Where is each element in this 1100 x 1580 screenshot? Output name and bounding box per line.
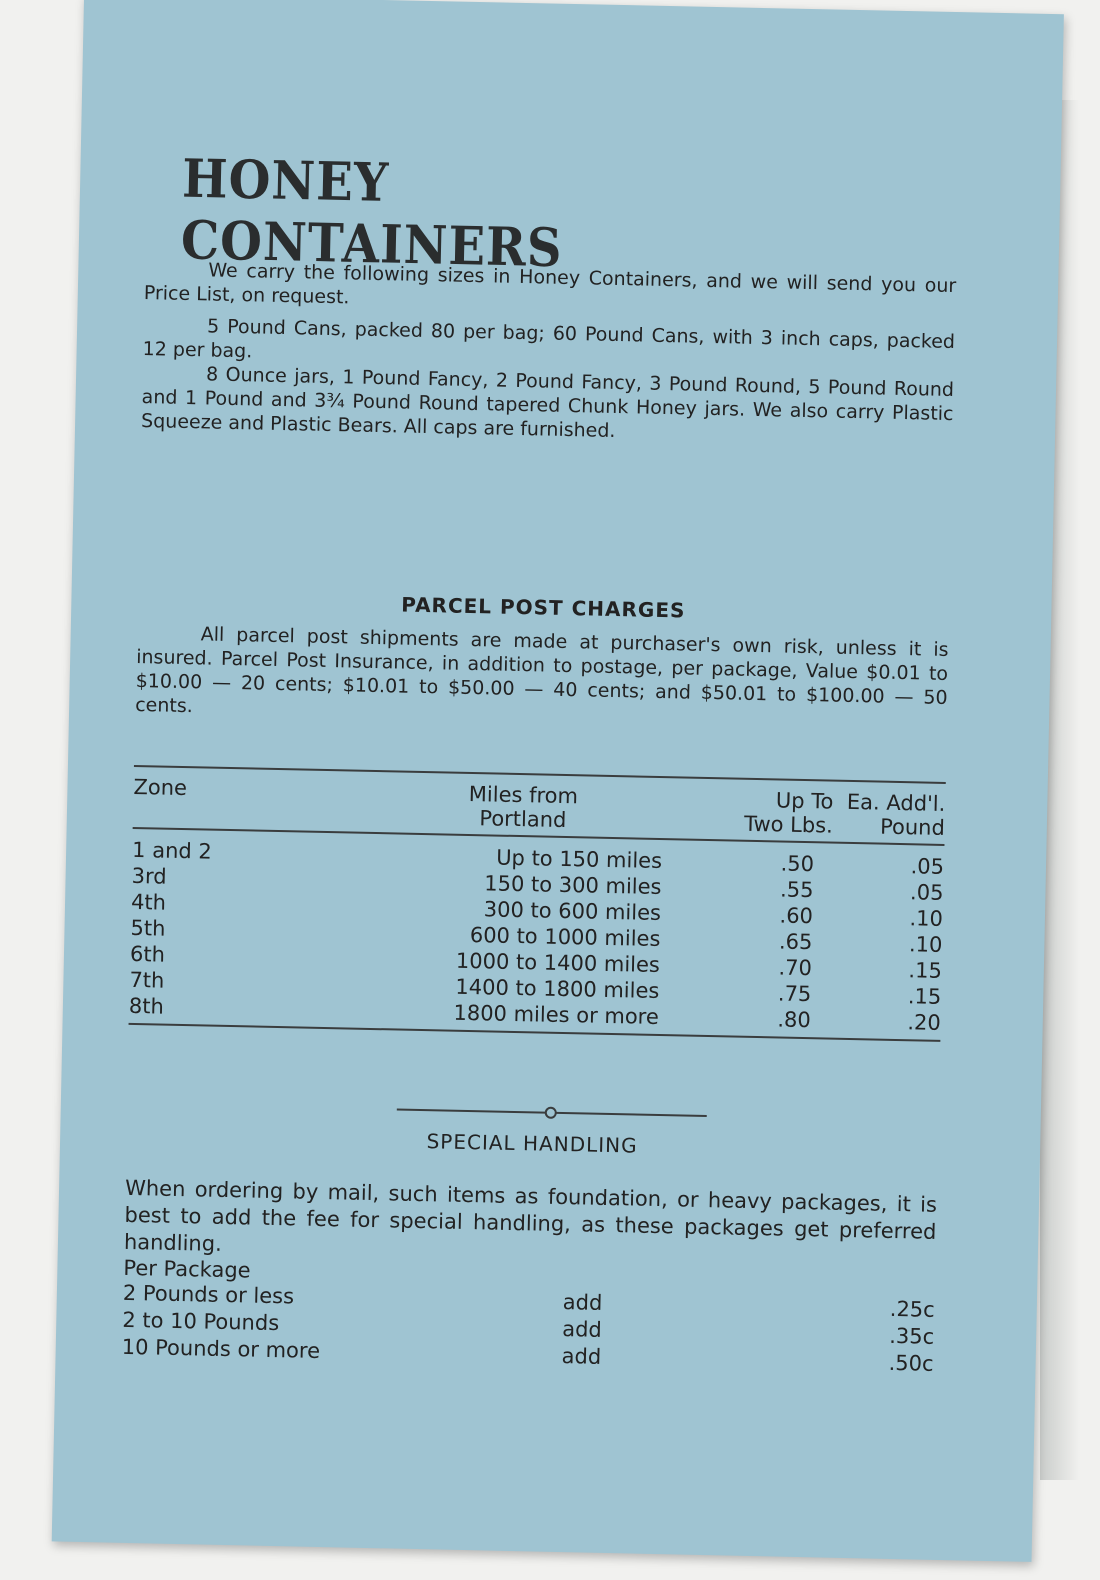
miles-cell: 1800 miles or more (453, 1000, 660, 1029)
additional-pound-cell: .05 (909, 880, 944, 905)
rates-table-body (129, 829, 945, 1040)
header-zone: Zone (133, 774, 188, 801)
header-additional-pound-line-1: Ea. Add'l. (846, 789, 946, 816)
two-lbs-cell: .55 (779, 877, 814, 903)
weight-label: 2 to 10 Pounds (122, 1307, 280, 1336)
two-lbs-cell: .80 (777, 1007, 812, 1033)
header-miles-line-2: Portland (479, 806, 567, 833)
miles-cell: 600 to 1000 miles (469, 923, 661, 952)
header-additional-pound (833, 790, 946, 840)
miles-cell: Up to 150 miles (495, 845, 663, 874)
page-title: HONEY CONTAINERS (180, 148, 564, 280)
page-content (121, 0, 962, 1376)
two-lbs-cell: .65 (778, 929, 813, 955)
header-miles-line-1: Miles from (468, 781, 579, 809)
header-two-lbs-line-1: Up To (775, 788, 834, 814)
zone-cell: 6th (129, 941, 166, 967)
special-handling-section (121, 1175, 937, 1378)
add-label: add (562, 1290, 603, 1315)
intro-paragraph-1: We carry the following sizes in Honey Containers, and we will send you our Price List, on request. (143, 259, 957, 309)
additional-pound-cell: .05 (910, 854, 945, 879)
two-lbs-cell: .50 (780, 851, 815, 877)
zone-cell: 5th (130, 915, 166, 941)
zone-cell: 7th (129, 967, 165, 993)
divider-circle (545, 1107, 557, 1119)
special-handling-paragraph: When ordering by mail, such items as foundation, or heavy packages, it is best to add the fee for special handling, as these packages get preferred handling. (123, 1175, 938, 1256)
zone-cell: 3rd (131, 863, 167, 889)
additional-pound-cell: .10 (909, 906, 944, 931)
miles-cell: 1000 to 1400 miles (455, 948, 661, 978)
document-page (52, 0, 1064, 1562)
parcel-post-heading: PARCEL POST CHARGES (401, 592, 686, 623)
ornamental-divider (397, 1103, 707, 1123)
weight-label: 2 Pounds or less (122, 1280, 295, 1309)
fee-value: .50c (888, 1350, 934, 1376)
parcel-post-paragraph: All parcel post shipments are made at purchaser's own risk, unless it is insured. Parcel Post Insurance, in addition to postage, per package, Value $0.01 to $10.00 — 20 cents; $10.01 to $50.00 — 40 cents; and $50.01 to $100.00 — 50 cents. (134, 623, 949, 718)
intro-paragraph-2: 5 Pound Cans, packed 80 per bag; 60 Pound Cans, with 3 inch caps, packed 12 per bag. (142, 315, 956, 363)
add-label: add (561, 1344, 602, 1369)
two-lbs-cell: .75 (777, 981, 812, 1007)
additional-pound-cell: .10 (908, 932, 943, 957)
add-label: add (561, 1317, 603, 1342)
intro-paragraph-3: 8 Ounce jars, 1 Pound Fancy, 2 Pound Fancy, 3 Pound Round, 5 Pound Round and 1 Pound and 3¾ Pound Round tapered Chunk Honey jars. We also carry Plastic Squeeze and Plastic Bears. All caps are furnished. (140, 363, 955, 442)
miles-cell: 300 to 600 miles (483, 897, 662, 926)
fee-value: .25c (889, 1296, 935, 1322)
parcel-post-section (135, 621, 949, 734)
miles-cell: 1400 to 1800 miles (455, 974, 660, 1004)
weight-label: 10 Pounds or more (121, 1334, 321, 1363)
header-two-lbs (693, 787, 834, 838)
special-handling-heading: SPECIAL HANDLING (426, 1129, 638, 1158)
per-package-label: Per Package (123, 1255, 251, 1283)
additional-pound-cell: .15 (908, 958, 943, 983)
zone-cell: 4th (130, 889, 167, 915)
zone-cell: 8th (128, 993, 165, 1019)
additional-pound-cell: .15 (907, 984, 942, 1009)
rates-table (129, 765, 946, 1042)
two-lbs-cell: .70 (778, 955, 813, 981)
zone-cell: 1 and 2 (131, 837, 213, 864)
header-two-lbs-line-2: Two Lbs. (743, 811, 834, 838)
header-additional-pound-line-2: Pound (879, 814, 946, 840)
two-lbs-cell: .60 (779, 903, 814, 929)
miles-cell: 150 to 300 miles (484, 871, 662, 900)
additional-pound-cell: .20 (907, 1010, 941, 1035)
header-miles (353, 780, 694, 835)
intro-section (141, 257, 957, 458)
fee-value: .35c (888, 1323, 935, 1349)
